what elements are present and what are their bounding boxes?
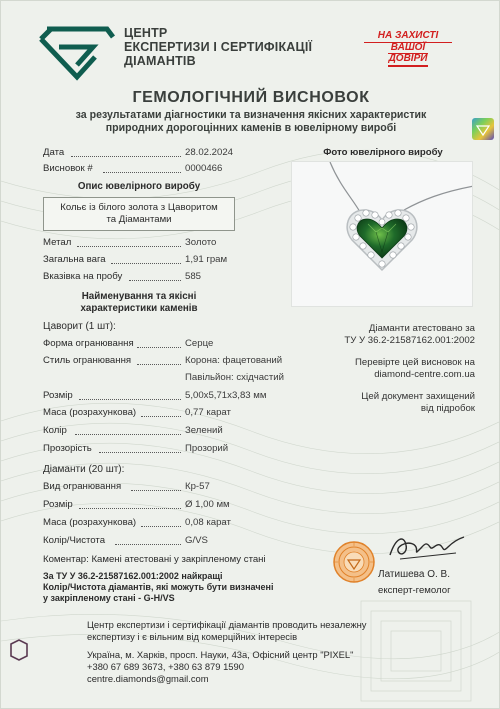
metal-value: Золото	[185, 237, 217, 248]
assay-label: Вказівка на пробу	[43, 271, 123, 282]
tsavorite-size-row	[43, 390, 267, 401]
tsavorite-clarity-label: Прозорість	[43, 443, 92, 454]
jewelry-photo	[291, 161, 473, 307]
tsavorite-cut-style-value-1: Корона: фацетований	[185, 355, 283, 366]
diamonds-heading: Діаманти (20 шт):	[43, 464, 125, 475]
logo-diamond-icon	[37, 25, 117, 81]
tsavorite-mass-row	[43, 407, 231, 418]
weight-label: Загальна вага	[43, 254, 106, 265]
assay-value: 585	[185, 271, 202, 282]
weight-row	[43, 254, 228, 265]
signer-role: експерт-гемолог	[378, 585, 451, 596]
footer-email[interactable]: centre.diamonds@gmail.com	[87, 673, 209, 684]
organization-name	[124, 26, 312, 68]
stones-heading-line-1: Найменування та якісні	[81, 291, 197, 302]
certification-line-2: ТУ У 36.2-21587162.001:2002	[344, 335, 475, 346]
tsavorite-color-label: Колір	[43, 425, 67, 436]
tsavorite-clarity-row	[43, 443, 229, 454]
stamp-line-3: ДОВІРИ	[388, 54, 428, 67]
metal-label: Метал	[43, 237, 72, 248]
org-line-2: ЕКСПЕРТИЗИ І СЕРТИФІКАЦІЇ	[124, 40, 313, 54]
description-line-2: та Діамантами	[106, 214, 172, 225]
diamonds-colorclarity-row	[43, 535, 208, 546]
stamp-line-1: НА ЗАХИСТІ	[364, 31, 452, 43]
tsavorite-cut-style-row	[43, 355, 283, 366]
assay-row	[43, 271, 202, 282]
verify-link[interactable]: diamond-centre.com.ua	[374, 369, 475, 380]
tsavorite-size-label: Розмір	[43, 390, 73, 401]
footer-contacts	[87, 649, 353, 685]
tsavorite-mass-label: Маса (розрахункова)	[43, 407, 137, 418]
comment-standards-line-3: у закріпленому стані - G-H/VS	[43, 593, 175, 603]
tsavorite-heading: Цаворит (1 шт):	[43, 321, 116, 332]
report-number-row	[43, 163, 223, 174]
report-number-value: 0000466	[185, 163, 223, 174]
tsavorite-size-value: 5,00х5,71х3,83 мм	[185, 390, 267, 401]
certification-note	[297, 323, 475, 347]
document-title: ГЕМОЛОГІЧНИЙ ВИСНОВОК	[132, 89, 370, 106]
comment-standards	[43, 571, 274, 604]
footer-line-2: експертизу і є вільним від комерційних інтересів	[87, 631, 298, 642]
protection-line-2: від підробок	[420, 403, 475, 414]
tsavorite-cut-form-row	[43, 338, 214, 349]
diamonds-colorclarity-label: Колір/Чистота	[43, 535, 106, 546]
tsavorite-cut-style-label: Стиль огранювання	[43, 355, 132, 366]
diamonds-cut-row	[43, 481, 210, 492]
footer-address: Україна, м. Харків, просп. Науки, 43а, Офісний центр "PIXEL"	[87, 649, 354, 660]
diamonds-size-value: Ø 1,00 мм	[185, 499, 230, 510]
document-subtitle	[1, 109, 500, 135]
diamonds-cut-label: Вид огранювання	[43, 481, 122, 492]
description-box	[43, 197, 235, 231]
necklace-pendant-icon	[292, 162, 473, 307]
tsavorite-color-row	[43, 425, 223, 436]
protection-note	[297, 391, 475, 415]
signature-icon	[386, 529, 466, 563]
org-line-1: ЦЕНТР	[124, 26, 168, 40]
description-heading: Опис ювелірного виробу	[77, 181, 201, 192]
diamonds-size-row	[43, 499, 230, 510]
report-number-label: Висновок #	[43, 163, 93, 174]
org-line-3: ДІАМАНТІВ	[124, 54, 196, 68]
subtitle-line-2: природних дорогоцінних каменів в ювелірному виробі	[105, 122, 397, 134]
diamonds-mass-value: 0,08 карат	[185, 517, 231, 528]
certification-line-1: Діаманти атестовано за	[368, 323, 475, 334]
comment-text: Коментар: Камені атестовані у закріпленому стані	[43, 554, 266, 565]
description-line-1: Кольє із білого золота з Цаворитом	[60, 202, 218, 213]
tsavorite-clarity-value: Прозорий	[185, 443, 229, 454]
tsavorite-mass-value: 0,77 карат	[185, 407, 231, 418]
signer-name: Латишева О. В.	[378, 569, 450, 580]
stones-heading-line-2: характеристики каменів	[80, 303, 198, 314]
diamonds-cut-value: Кр-57	[185, 481, 210, 492]
trust-stamp	[364, 31, 452, 67]
date-label: Дата	[43, 147, 65, 158]
metal-row	[43, 237, 217, 248]
footer-line-1: Центр експертизи і сертифікації діамантів проводить незалежну	[87, 619, 367, 630]
stamp-line-2: ВАШОЇ	[388, 43, 428, 55]
diamond-outline-icon	[9, 638, 29, 662]
verify-line-1: Перевірте цей висновок на	[355, 357, 475, 368]
comment-standards-line-2: Колір/Чистота діамантів, які можуть бути визначені	[43, 582, 274, 592]
diamonds-mass-row	[43, 517, 231, 528]
subtitle-line-1: за результатами діагностики та визначення якісних характеристик	[75, 109, 427, 121]
footer-independence	[87, 619, 366, 643]
protection-line-1: Цей документ захищений	[361, 391, 475, 402]
tsavorite-cut-style-value-2: Павільйон: східчастий	[185, 372, 284, 383]
diamonds-colorclarity-value: G/VS	[185, 535, 208, 546]
date-row	[43, 147, 234, 158]
tsavorite-cut-form-value: Серце	[185, 338, 214, 349]
stones-heading	[43, 291, 235, 315]
photo-caption: Фото ювелірного виробу	[323, 147, 443, 158]
diamonds-size-label: Розмір	[43, 499, 73, 510]
tsavorite-cut-form-label: Форма огранювання	[43, 338, 134, 349]
official-seal-icon	[333, 541, 375, 583]
verify-note	[297, 357, 475, 381]
date-value: 28.02.2024	[185, 147, 234, 158]
diamonds-mass-label: Маса (розрахункова)	[43, 517, 137, 528]
hologram-icon	[471, 117, 495, 141]
weight-value: 1,91 грам	[185, 254, 228, 265]
footer-phones: +380 67 689 3673, +380 63 879 1590	[87, 661, 244, 672]
comment-standards-line-1: За ТУ У 36.2-21587162.001:2002 найкращі	[43, 571, 223, 581]
tsavorite-color-value: Зелений	[185, 425, 223, 436]
